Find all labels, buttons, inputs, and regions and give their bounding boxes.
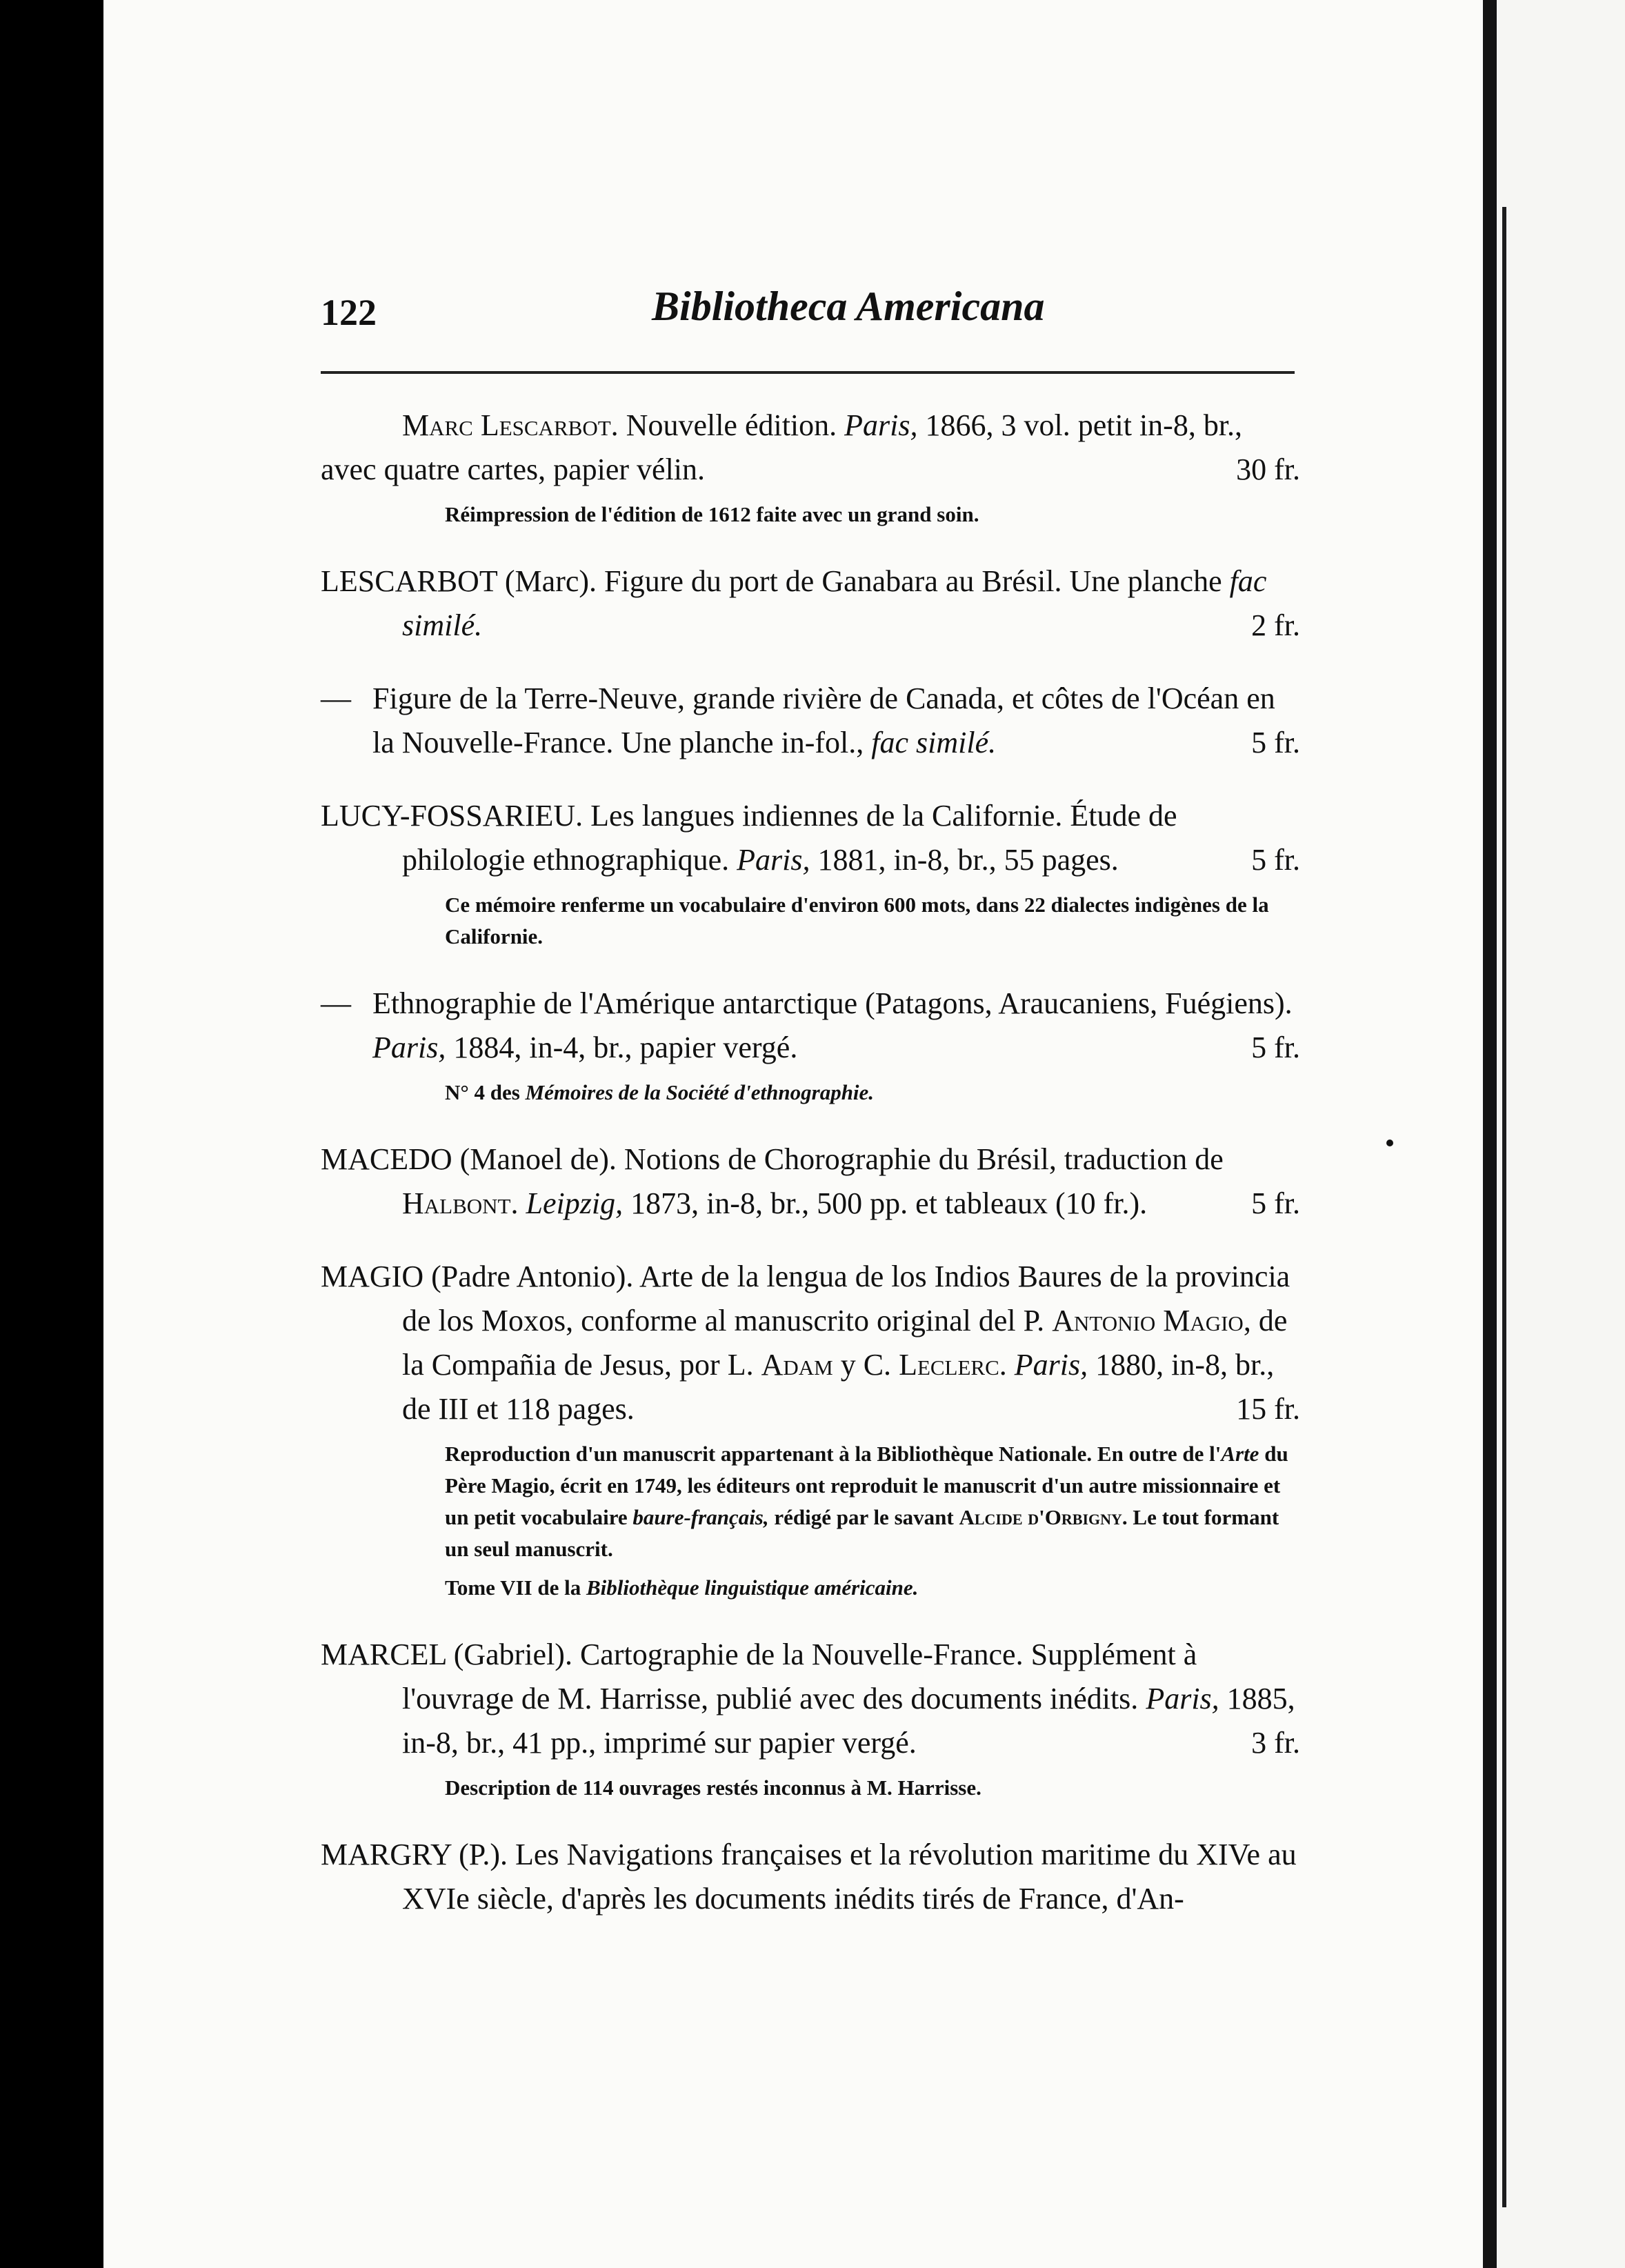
text-run: Tome VII de la bbox=[445, 1575, 586, 1600]
text-run: Antonio Magio bbox=[1052, 1304, 1244, 1337]
catalogue-entry bbox=[321, 404, 1300, 530]
entry-price: 30 fr. bbox=[1236, 452, 1300, 486]
entry-body bbox=[321, 1255, 1300, 1431]
entry-text bbox=[321, 1833, 1300, 1921]
text-run: 1884, in-4, br., papier vergé. bbox=[446, 1031, 798, 1064]
text-run: 1881, in-8, br., 55 pages. bbox=[810, 843, 1119, 877]
facing-page-edge bbox=[1497, 0, 1625, 2268]
catalogue-entry bbox=[321, 1255, 1300, 1604]
entry-price: 5 fr. bbox=[1251, 1186, 1300, 1220]
entry-body bbox=[321, 559, 1300, 648]
text-run: 1873, in-8, br., 500 pp. et tableaux (10 fr.). bbox=[623, 1186, 1148, 1220]
entry-price: 15 fr. bbox=[1236, 1392, 1300, 1426]
text-run: Paris, bbox=[1014, 1348, 1088, 1382]
page-gutter-shadow bbox=[1483, 0, 1497, 2268]
catalogue-entry bbox=[321, 1833, 1300, 1921]
text-run: Paris, bbox=[737, 843, 810, 877]
entry-text bbox=[321, 1633, 1300, 1765]
text-run: Adam bbox=[761, 1348, 833, 1382]
text-run: Leipzig, bbox=[526, 1186, 624, 1220]
text-run: Figure de la Terre-Neuve, grande rivière de Canada, et côtes de l'Océan en la Nouvelle-France. Une planche in-fol., bbox=[372, 682, 1275, 759]
entry-text bbox=[321, 794, 1300, 882]
catalogue-entries bbox=[321, 404, 1300, 1950]
catalogue-entry bbox=[321, 559, 1300, 648]
text-run: MACEDO (Manoel de). Notions de Chorographie du Brésil, traduction de bbox=[321, 1142, 1224, 1176]
ditto-dash: — bbox=[321, 682, 351, 715]
ditto-dash: — bbox=[321, 986, 351, 1020]
text-run: Marc Lescarbot bbox=[402, 408, 611, 442]
catalogue-entry bbox=[321, 677, 1300, 765]
entry-note bbox=[445, 499, 1300, 530]
text-run: N° 4 des bbox=[445, 1080, 526, 1104]
page-header bbox=[321, 283, 1300, 352]
entry-note bbox=[445, 1772, 1300, 1804]
text-run: du Père Magio, écrit en 1749, les éditeurs ont reproduit le manuscrit d'un autre missionnaire et un petit vocabulaire bbox=[445, 1442, 1288, 1529]
entry-note bbox=[445, 1438, 1300, 1565]
running-title: Bibliotheca Americana bbox=[652, 284, 1045, 329]
header-divider bbox=[321, 371, 1295, 374]
entry-note bbox=[445, 1572, 1300, 1604]
entry-body bbox=[321, 982, 1300, 1070]
text-run: . Le tout formant un seul manuscrit. bbox=[445, 1505, 1279, 1561]
text-run: 1880, in-8, br., de III et 118 pages. bbox=[402, 1348, 1275, 1426]
text-run: Description de 114 ouvrages restés inconnus à M. Harrisse. bbox=[445, 1775, 981, 1800]
text-run: Bibliothèque linguistique américaine. bbox=[586, 1575, 919, 1600]
text-run: Réimpression de l'édition de 1612 faite avec un grand soin. bbox=[445, 502, 979, 526]
facing-page-rule bbox=[1502, 207, 1506, 2207]
text-run: Leclerc bbox=[899, 1348, 999, 1382]
ink-speck bbox=[1386, 1140, 1393, 1146]
text-run: y C. bbox=[833, 1348, 899, 1382]
entry-body bbox=[321, 794, 1300, 882]
text-run: Alcide d'Orbigny bbox=[959, 1505, 1122, 1529]
text-run: fac similé. bbox=[871, 726, 997, 759]
entry-price: 3 fr. bbox=[1251, 1726, 1300, 1760]
text-run: Paris, bbox=[844, 408, 918, 442]
text-run: Ce mémoire renferme un vocabulaire d'environ 600 mots, dans 22 dialectes indigènes de la Californie. bbox=[445, 893, 1269, 948]
text-run: Paris, bbox=[372, 1031, 446, 1064]
catalogue-entry bbox=[321, 794, 1300, 953]
text-run: 1885, in-8, br., 41 pp., imprimé sur papier vergé. bbox=[402, 1682, 1295, 1760]
text-run: baure-français, bbox=[632, 1505, 769, 1529]
page-number: 122 bbox=[321, 292, 377, 333]
entry-body bbox=[321, 1633, 1300, 1765]
text-run: Arte bbox=[1221, 1442, 1259, 1466]
entry-text bbox=[372, 677, 1300, 765]
text-run: MARCEL (Gabriel). Cartographie de la Nouvelle-France. Supplément à l'ouvrage de M. Harrisse, publié avec des documents inédits. bbox=[321, 1638, 1197, 1715]
entry-price: 2 fr. bbox=[1251, 608, 1300, 642]
entry-text bbox=[321, 1255, 1300, 1431]
text-run: rédigé par le savant bbox=[768, 1505, 959, 1529]
entry-note bbox=[445, 1077, 1300, 1108]
entry-body bbox=[321, 1833, 1300, 1921]
text-run: LUCY-FOSSARIEU. Les langues indiennes de la Californie. Étude de philologie ethnographique. bbox=[321, 799, 1177, 877]
text-run: MARGRY (P.). Les Navigations françaises et la révolution maritime du XIVe au XVIe siècle, d'après les documents inédits tirés de France, d'An- bbox=[321, 1838, 1297, 1916]
entry-price: 5 fr. bbox=[1251, 726, 1300, 759]
entry-text bbox=[321, 559, 1300, 648]
entry-price: 5 fr. bbox=[1251, 1031, 1300, 1064]
text-run: 1866, 3 vol. petit in-8, br., avec quatre cartes, papier vélin. bbox=[321, 408, 1243, 486]
text-run: MAGIO (Padre Antonio). Arte de la lengua de los Indios Baures de la provincia de los Moxos, conforme al manuscrito original del P. bbox=[321, 1260, 1290, 1337]
entry-note bbox=[445, 889, 1300, 953]
entry-text bbox=[321, 1137, 1300, 1226]
entry-body bbox=[321, 677, 1300, 765]
catalogue-entry bbox=[321, 982, 1300, 1108]
text-run: fac similé. bbox=[402, 564, 1267, 642]
catalogue-entry bbox=[321, 1633, 1300, 1804]
text-run: Mémoires de la Société d'ethnographie. bbox=[525, 1080, 875, 1104]
text-run: Reproduction d'un manuscrit appartenant à la Bibliothèque Nationale. En outre de l' bbox=[445, 1442, 1222, 1466]
text-run: Paris, bbox=[1146, 1682, 1219, 1715]
entry-text bbox=[321, 404, 1300, 492]
text-run: Ethnographie de l'Amérique antarctique (Patagons, Araucaniens, Fuégiens). bbox=[372, 986, 1293, 1020]
text-run: . bbox=[999, 1348, 1015, 1382]
text-run: Halbont bbox=[402, 1186, 511, 1220]
text-run: . bbox=[510, 1186, 526, 1220]
text-run: . Nouvelle édition. bbox=[610, 408, 845, 442]
text-run: , de la Compañia de Jesus, por L. bbox=[402, 1304, 1288, 1382]
text-run: LESCARBOT (Marc). Figure du port de Ganabara au Brésil. Une planche bbox=[321, 564, 1230, 598]
entry-body bbox=[321, 1137, 1300, 1226]
entry-price: 5 fr. bbox=[1251, 843, 1300, 877]
entry-body bbox=[321, 404, 1300, 492]
catalogue-entry bbox=[321, 1137, 1300, 1226]
entry-text bbox=[372, 982, 1300, 1070]
